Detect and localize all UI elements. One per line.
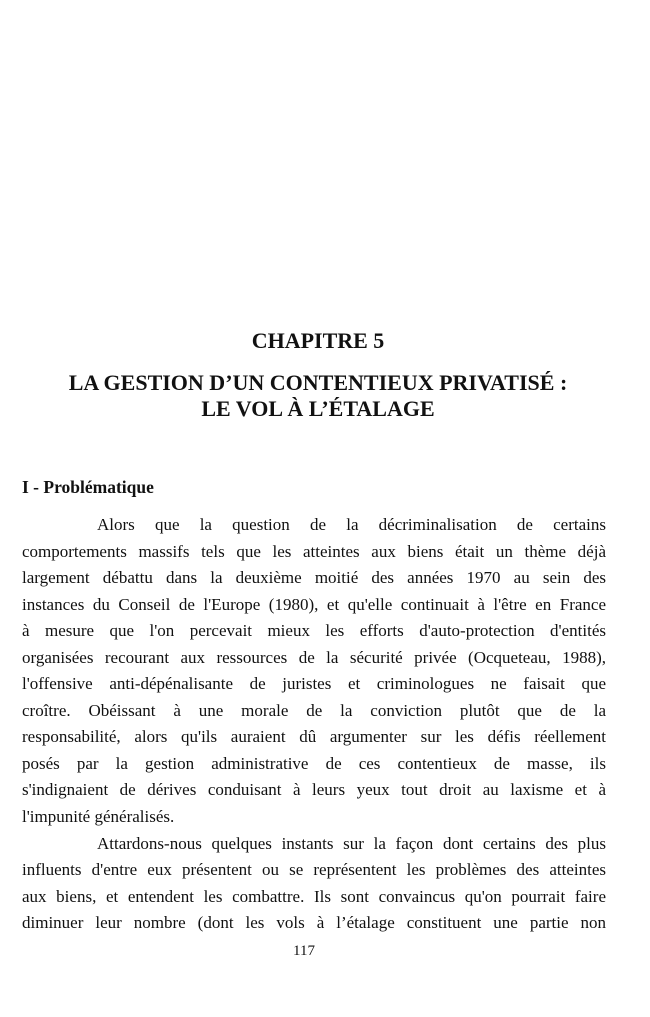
text-line: posés par la gestion administrative de ces contentieux de masse, ils xyxy=(22,753,606,773)
chapter-title-line: LA GESTION D’UN CONTENTIEUX PRIVATISÉ : xyxy=(68,370,568,395)
text-line: Attardons-nous quelques instants sur la façon dont certains des plus xyxy=(97,833,606,853)
text-line: instances du Conseil de l'Europe (1980), et qu'elle continuait à l'être en France xyxy=(22,594,606,614)
body-text xyxy=(22,512,606,937)
text-line: Alors que la question de la décriminalisation de certains xyxy=(97,515,606,534)
text-line: croître. Obéissant à une morale de la conviction plutôt que de la xyxy=(22,700,606,720)
text-line: l'offensive anti-dépénalisante de juristes et criminologues ne faisait que xyxy=(22,674,606,694)
text-line: aux biens, et entendent les combattre. Ils sont convaincus qu'on pourrait faire xyxy=(22,886,606,906)
page-number: 117 xyxy=(293,943,315,959)
text-line: organisées recourant aux ressources de la sécurité privée (Ocqueteau, 1988), xyxy=(22,647,606,667)
text-line: diminuer leur nombre (dont les vols à l’étalage constituent une partie non xyxy=(22,913,606,933)
text-line: s'indignaient de dérives conduisant à leurs yeux tout droit au laxisme et à xyxy=(22,780,606,800)
text-line: largement débattu dans la deuxième moitié des années 1970 au sein des xyxy=(22,568,606,588)
chapter-title-line: LE VOL À L’ÉTALAGE xyxy=(201,396,435,421)
section-heading: I - Problématique xyxy=(22,477,154,497)
text-line: à mesure que l'on percevait mieux les efforts d'auto-protection d'entités xyxy=(22,621,606,641)
text-line: responsabilité, alors qu'ils auraient dû argumenter sur les défis réellement xyxy=(22,727,606,747)
text-line: influents d'entre eux présentent ou se représentent les problèmes des atteintes xyxy=(22,860,606,880)
text-line: comportements massifs tels que les atteintes aux biens était un thème déjà xyxy=(22,541,606,561)
text-line: l'impunité généralisés. xyxy=(22,807,175,827)
chapter-number: CHAPITRE 5 xyxy=(251,328,385,353)
